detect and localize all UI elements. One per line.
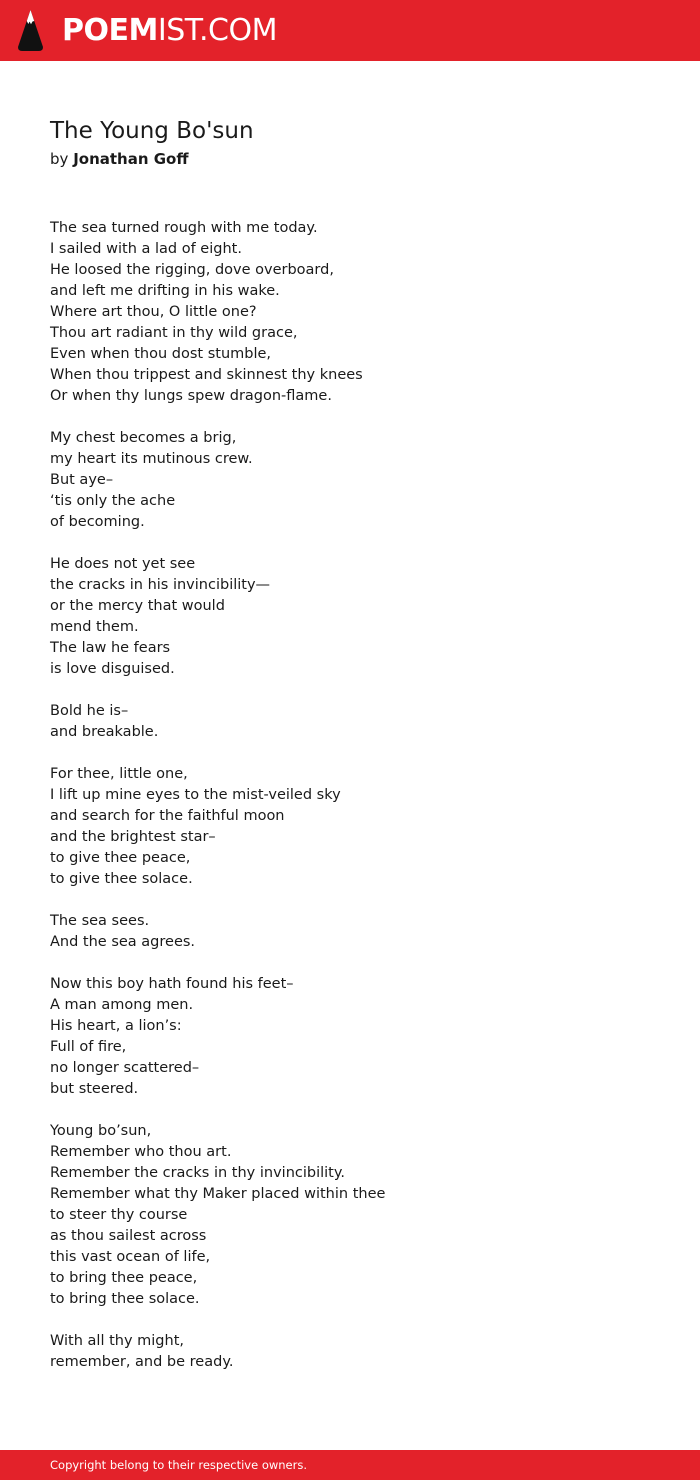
poem-stanza bbox=[50, 701, 650, 743]
byline bbox=[50, 148, 189, 170]
by-label: by bbox=[50, 150, 69, 168]
poem-line: and breakable. bbox=[50, 724, 159, 740]
poem-body bbox=[50, 218, 650, 1394]
pencil-tip-icon[interactable] bbox=[17, 9, 44, 52]
poem-line: I lift up mine eyes to the mist-veiled sky bbox=[50, 787, 341, 803]
poem-line: as thou sailest across bbox=[50, 1228, 207, 1244]
poem-line: With all thy might, bbox=[50, 1333, 184, 1349]
poem-line: no longer scattered– bbox=[50, 1060, 200, 1076]
poem-line: His heart, a lion’s: bbox=[50, 1018, 182, 1034]
poem-line: the cracks in his invincibility— bbox=[50, 577, 271, 593]
poem-line: Now this boy hath found his feet– bbox=[50, 976, 294, 992]
site-footer bbox=[0, 1450, 700, 1480]
logo-light-text: IST.COM bbox=[157, 13, 277, 48]
poem-line: Thou art radiant in thy wild grace, bbox=[50, 325, 298, 341]
poem-line: ‘tis only the ache bbox=[50, 493, 176, 509]
poem-line: Young bo’sun, bbox=[50, 1123, 152, 1139]
poem-stanza bbox=[50, 1331, 650, 1373]
poem-line: to bring thee peace, bbox=[50, 1270, 198, 1286]
poem-line: this vast ocean of life, bbox=[50, 1249, 211, 1265]
poem-line: of becoming. bbox=[50, 514, 145, 530]
poem-stanza bbox=[50, 911, 650, 953]
site-header bbox=[0, 0, 700, 61]
poem-line: The law he fears bbox=[50, 640, 171, 656]
poem-line: remember, and be ready. bbox=[50, 1354, 234, 1370]
poem-line: Where art thou, O little one? bbox=[50, 304, 257, 320]
poem-line: For thee, little one, bbox=[50, 766, 188, 782]
poem-line: I sailed with a lad of eight. bbox=[50, 241, 242, 257]
poem-line: to give thee peace, bbox=[50, 850, 191, 866]
poem-line: mend them. bbox=[50, 619, 139, 635]
poem-line: When thou trippest and skinnest thy knees bbox=[50, 367, 363, 383]
poem-line: A man among men. bbox=[50, 997, 194, 1013]
poem-title: The Young Bo'sun bbox=[50, 118, 254, 144]
poem-line: is love disguised. bbox=[50, 661, 175, 677]
poem-stanza bbox=[50, 974, 650, 1100]
poem-line: or the mercy that would bbox=[50, 598, 225, 614]
poem-line: Remember what thy Maker placed within thee bbox=[50, 1186, 386, 1202]
poem-line: And the sea agrees. bbox=[50, 934, 196, 950]
poem-line: Remember who thou art. bbox=[50, 1144, 232, 1160]
poem-line: Bold he is– bbox=[50, 703, 129, 719]
poem-stanza bbox=[50, 554, 650, 680]
poem-stanza bbox=[50, 218, 650, 407]
poem-line: The sea turned rough with me today. bbox=[50, 220, 318, 236]
poem-line: to bring thee solace. bbox=[50, 1291, 200, 1307]
site-logo-wordmark[interactable] bbox=[62, 13, 277, 49]
poem-line: He does not yet see bbox=[50, 556, 196, 572]
poem-line: Even when thou dost stumble, bbox=[50, 346, 272, 362]
poem-line: and left me drifting in his wake. bbox=[50, 283, 280, 299]
poem-stanza bbox=[50, 428, 650, 533]
logo-bold-text: POEM bbox=[62, 13, 158, 48]
author-name: Jonathan Goff bbox=[73, 150, 189, 168]
poem-line: My chest becomes a brig, bbox=[50, 430, 237, 446]
poem-line: The sea sees. bbox=[50, 913, 150, 929]
poem-line: to give thee solace. bbox=[50, 871, 193, 887]
poem-line: Or when thy lungs spew dragon-flame. bbox=[50, 388, 332, 404]
poem-line: Remember the cracks in thy invincibility. bbox=[50, 1165, 345, 1181]
poem-line: But aye– bbox=[50, 472, 114, 488]
poem-stanza bbox=[50, 1121, 650, 1310]
poem-line: to steer thy course bbox=[50, 1207, 188, 1223]
poem-line: my heart its mutinous crew. bbox=[50, 451, 253, 467]
poem-line: and the brightest star– bbox=[50, 829, 216, 845]
copyright-notice: Copyright belong to their respective owners. bbox=[50, 1458, 308, 1472]
poem-line: Full of fire, bbox=[50, 1039, 127, 1055]
poem-line: He loosed the rigging, dove overboard, bbox=[50, 262, 334, 278]
poem-stanza bbox=[50, 764, 650, 890]
poem-line: and search for the faithful moon bbox=[50, 808, 285, 824]
poem-line: but steered. bbox=[50, 1081, 139, 1097]
